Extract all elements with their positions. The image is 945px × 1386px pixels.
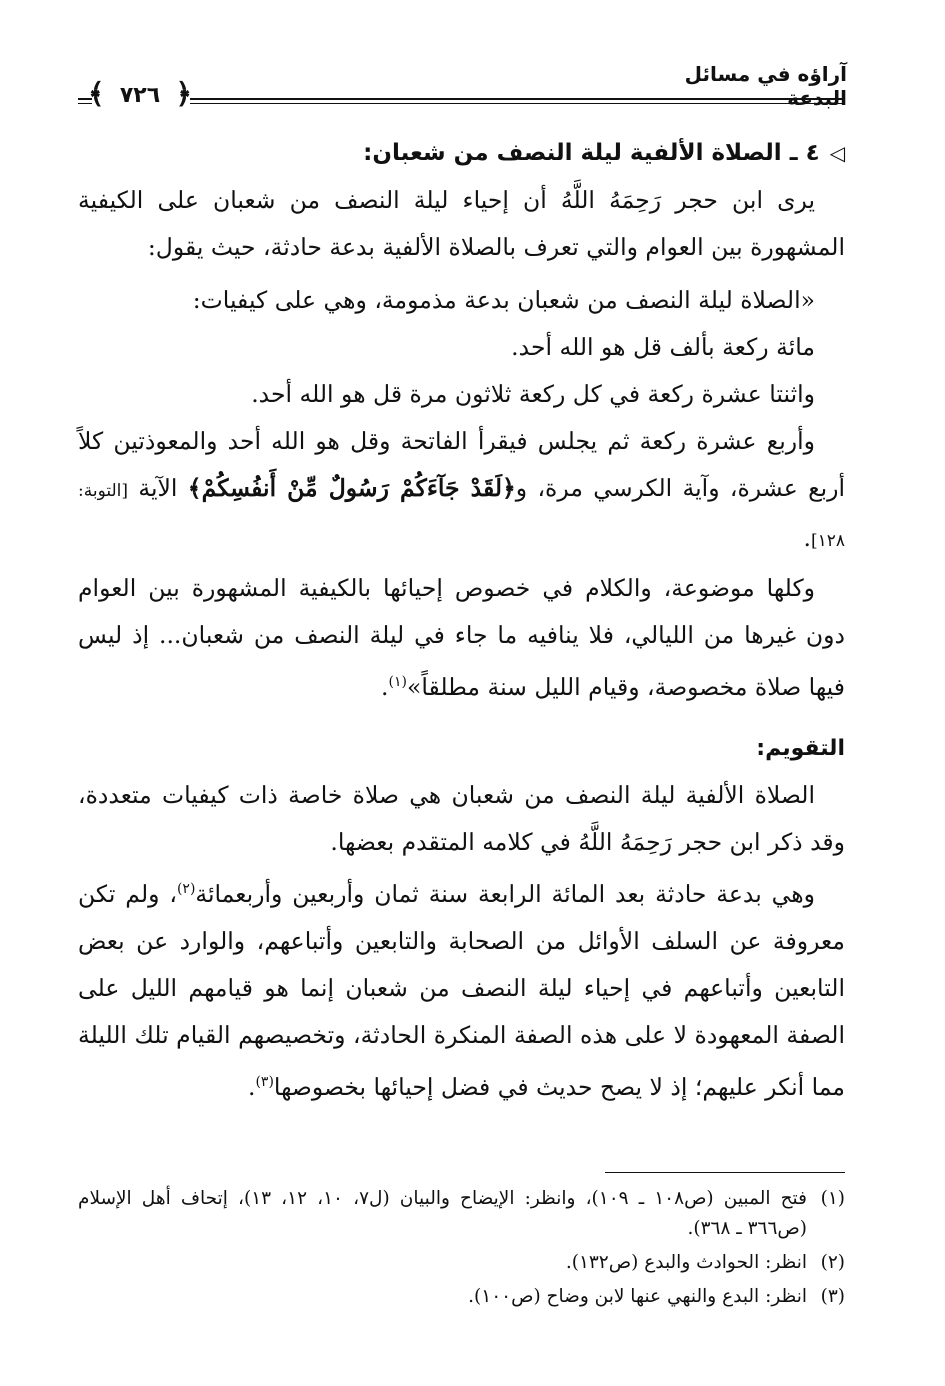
quote-line-4-text: وأربع عشرة ركعة ثم يجلس فيقرأ الفاتحة وقل هو الله أحد والمعوذتين كلاً أربع عشرة، وآية الكرسي مرة، و [78, 427, 846, 502]
footnote-number: (٣) [820, 1286, 845, 1307]
footnote [78, 1248, 845, 1278]
quote-line-2: مائة ركعة بألف قل هو الله أحد. [511, 333, 815, 361]
evaluation-heading: التقويم: [756, 735, 845, 761]
header-rule-right-thin [190, 103, 845, 104]
footnote-text: انظر: الحوادث والبدع (ص١٣٢). [565, 1252, 807, 1273]
quote-line-5-text: وكلها موضوعة، والكلام في خصوص إحيائها بالكيفية المشهورة بين العوام دون غيرها من الليالي، فلا ينافيه ما جاء في ليلة النصف من شعبان... إذ ليس فيها صلاة مخصوصة، وقيام الليل سنة مطلقاً» [78, 574, 845, 701]
section-title: ٤ ـ الصلاة الألفية ليلة النصف من شعبان: [363, 140, 820, 166]
ornament-bracket-right: ﴿ [175, 77, 192, 110]
quote-line-1: «الصلاة ليلة النصف من شعبان بدعة مذمومة، وهي على كيفيات: [192, 286, 815, 314]
quote-line-4: وأربع عشرة ركعة ثم يجلس فيقرأ الفاتحة وقل هو الله أحد والمعوذتين كلاً أربع عشرة، وآية الكرسي مرة، و﴿لَقَدْ جَآءَكُمْ رَسُولٌ مِّنْ أَنفُسِكُمْ﴾ الآية [التوبة: ١٢٨]. [78, 427, 846, 552]
page-number: ٧٢٦ [119, 83, 161, 108]
quote-line-5: وكلها موضوعة، والكلام في خصوص إحيائها بالكيفية المشهورة بين العوام دون غيرها من الليالي، فلا ينافيه ما جاء في ليلة النصف من شعبان... إذ ليس فيها صلاة مخصوصة، وقيام الليل سنة مطلقاً»$^{(١)}$. [78, 574, 845, 701]
ornament-bracket-left: ﴾ [88, 77, 105, 110]
evaluation-paragraph-2-start: وهي بدعة حادثة بعد المائة الرابعة سنة ثمان وأربعين وأربعمائة [195, 879, 815, 908]
footnote-divider [605, 1172, 845, 1173]
verse-label: الآية [128, 474, 188, 502]
footnote-number: (٢) [820, 1252, 845, 1273]
footnote-number: (١) [820, 1188, 845, 1209]
footnote [78, 1282, 845, 1312]
running-title: آراؤه في مسائل البدعة [684, 62, 847, 110]
intro-paragraph: يرى ابن حجر رَحِمَهُ اللَّهُ أن إحياء ليلة النصف من شعبان على الكيفية المشهورة بين العوام والتي تعرف بالصلاة الألفية بدعة حادثة، حيث يقول: [78, 186, 845, 261]
evaluation-paragraph-2-rest: ، ولم تكن معروفة عن السلف الأوائل من الصحابة والتابعين وأتباعهم، والوارد عن بعض التابعين وأتباعهم في إحياء ليلة النصف من شعبان إنما هو قيامهم الليل على الصفة المعهودة لا على هذه الصفة المنكرة الحادثة، وتخصيصهم القيام تلك الليلة مما أنكر عليهم؛ إذ لا يصح حديث في فضل إحيائها بخصوصها [78, 879, 845, 1101]
footnotes [78, 1184, 845, 1316]
page-number-ornament [88, 74, 192, 118]
triangle-marker-icon: ◁ [829, 141, 845, 165]
footnote-text: انظر: البدع والنهي عنها لابن وضاح (ص١٠٠). [468, 1286, 807, 1307]
footnote-ref-2: (٢) [176, 880, 196, 897]
evaluation-paragraph-1: الصلاة الألفية ليلة النصف من شعبان هي صلاة خاصة ذات كيفيات متعددة، وقد ذكر ابن حجر رَحِمَهُ اللَّهُ في كلامه المتقدم بعضها. [78, 780, 845, 856]
footnote [78, 1184, 845, 1244]
footnote-text: فتح المبين (ص١٠٨ ـ ١٠٩)، وانظر: الإيضاح والبيان (ل٧، ١٠، ١٢، ١٣)، إتحاف أهل الإسلام (ص٣٦٦ ـ ٣٦٨). [78, 1188, 807, 1239]
verse-reference: [التوبة: ١٢٨] [78, 481, 845, 551]
evaluation-paragraph-2: وهي بدعة حادثة بعد المائة الرابعة سنة ثمان وأربعين وأربعمائة$^{(٢)}$، ولم تكن معروفة عن السلف الأوائل من الصحابة والتابعين وأتباعهم، والوارد عن بعض التابعين وأتباعهم في إحياء ليلة النصف من شعبان إنما هو قيامهم الليل على الصفة المعهودة لا على هذه الصفة المنكرة الحادثة، وتخصيصهم القيام تلك الليلة مما أنكر عليهم؛ إذ لا يصح حديث في فضل إحيائها بخصوصها$^{(٣)}$. [78, 879, 845, 1101]
quran-verse: ﴿لَقَدْ جَآءَكُمْ رَسُولٌ مِّنْ أَنفُسِكُمْ﴾ [187, 474, 516, 502]
main-text [78, 130, 845, 1110]
quote-line-3: واثنتا عشرة ركعة في كل ركعة ثلاثون مرة قل هو الله أحد. [251, 380, 815, 408]
header-rule-right [190, 98, 845, 100]
section-heading [78, 130, 845, 177]
footnote-ref-3: (٣) [255, 1073, 274, 1090]
footnote-ref-1: (١) [388, 674, 407, 690]
